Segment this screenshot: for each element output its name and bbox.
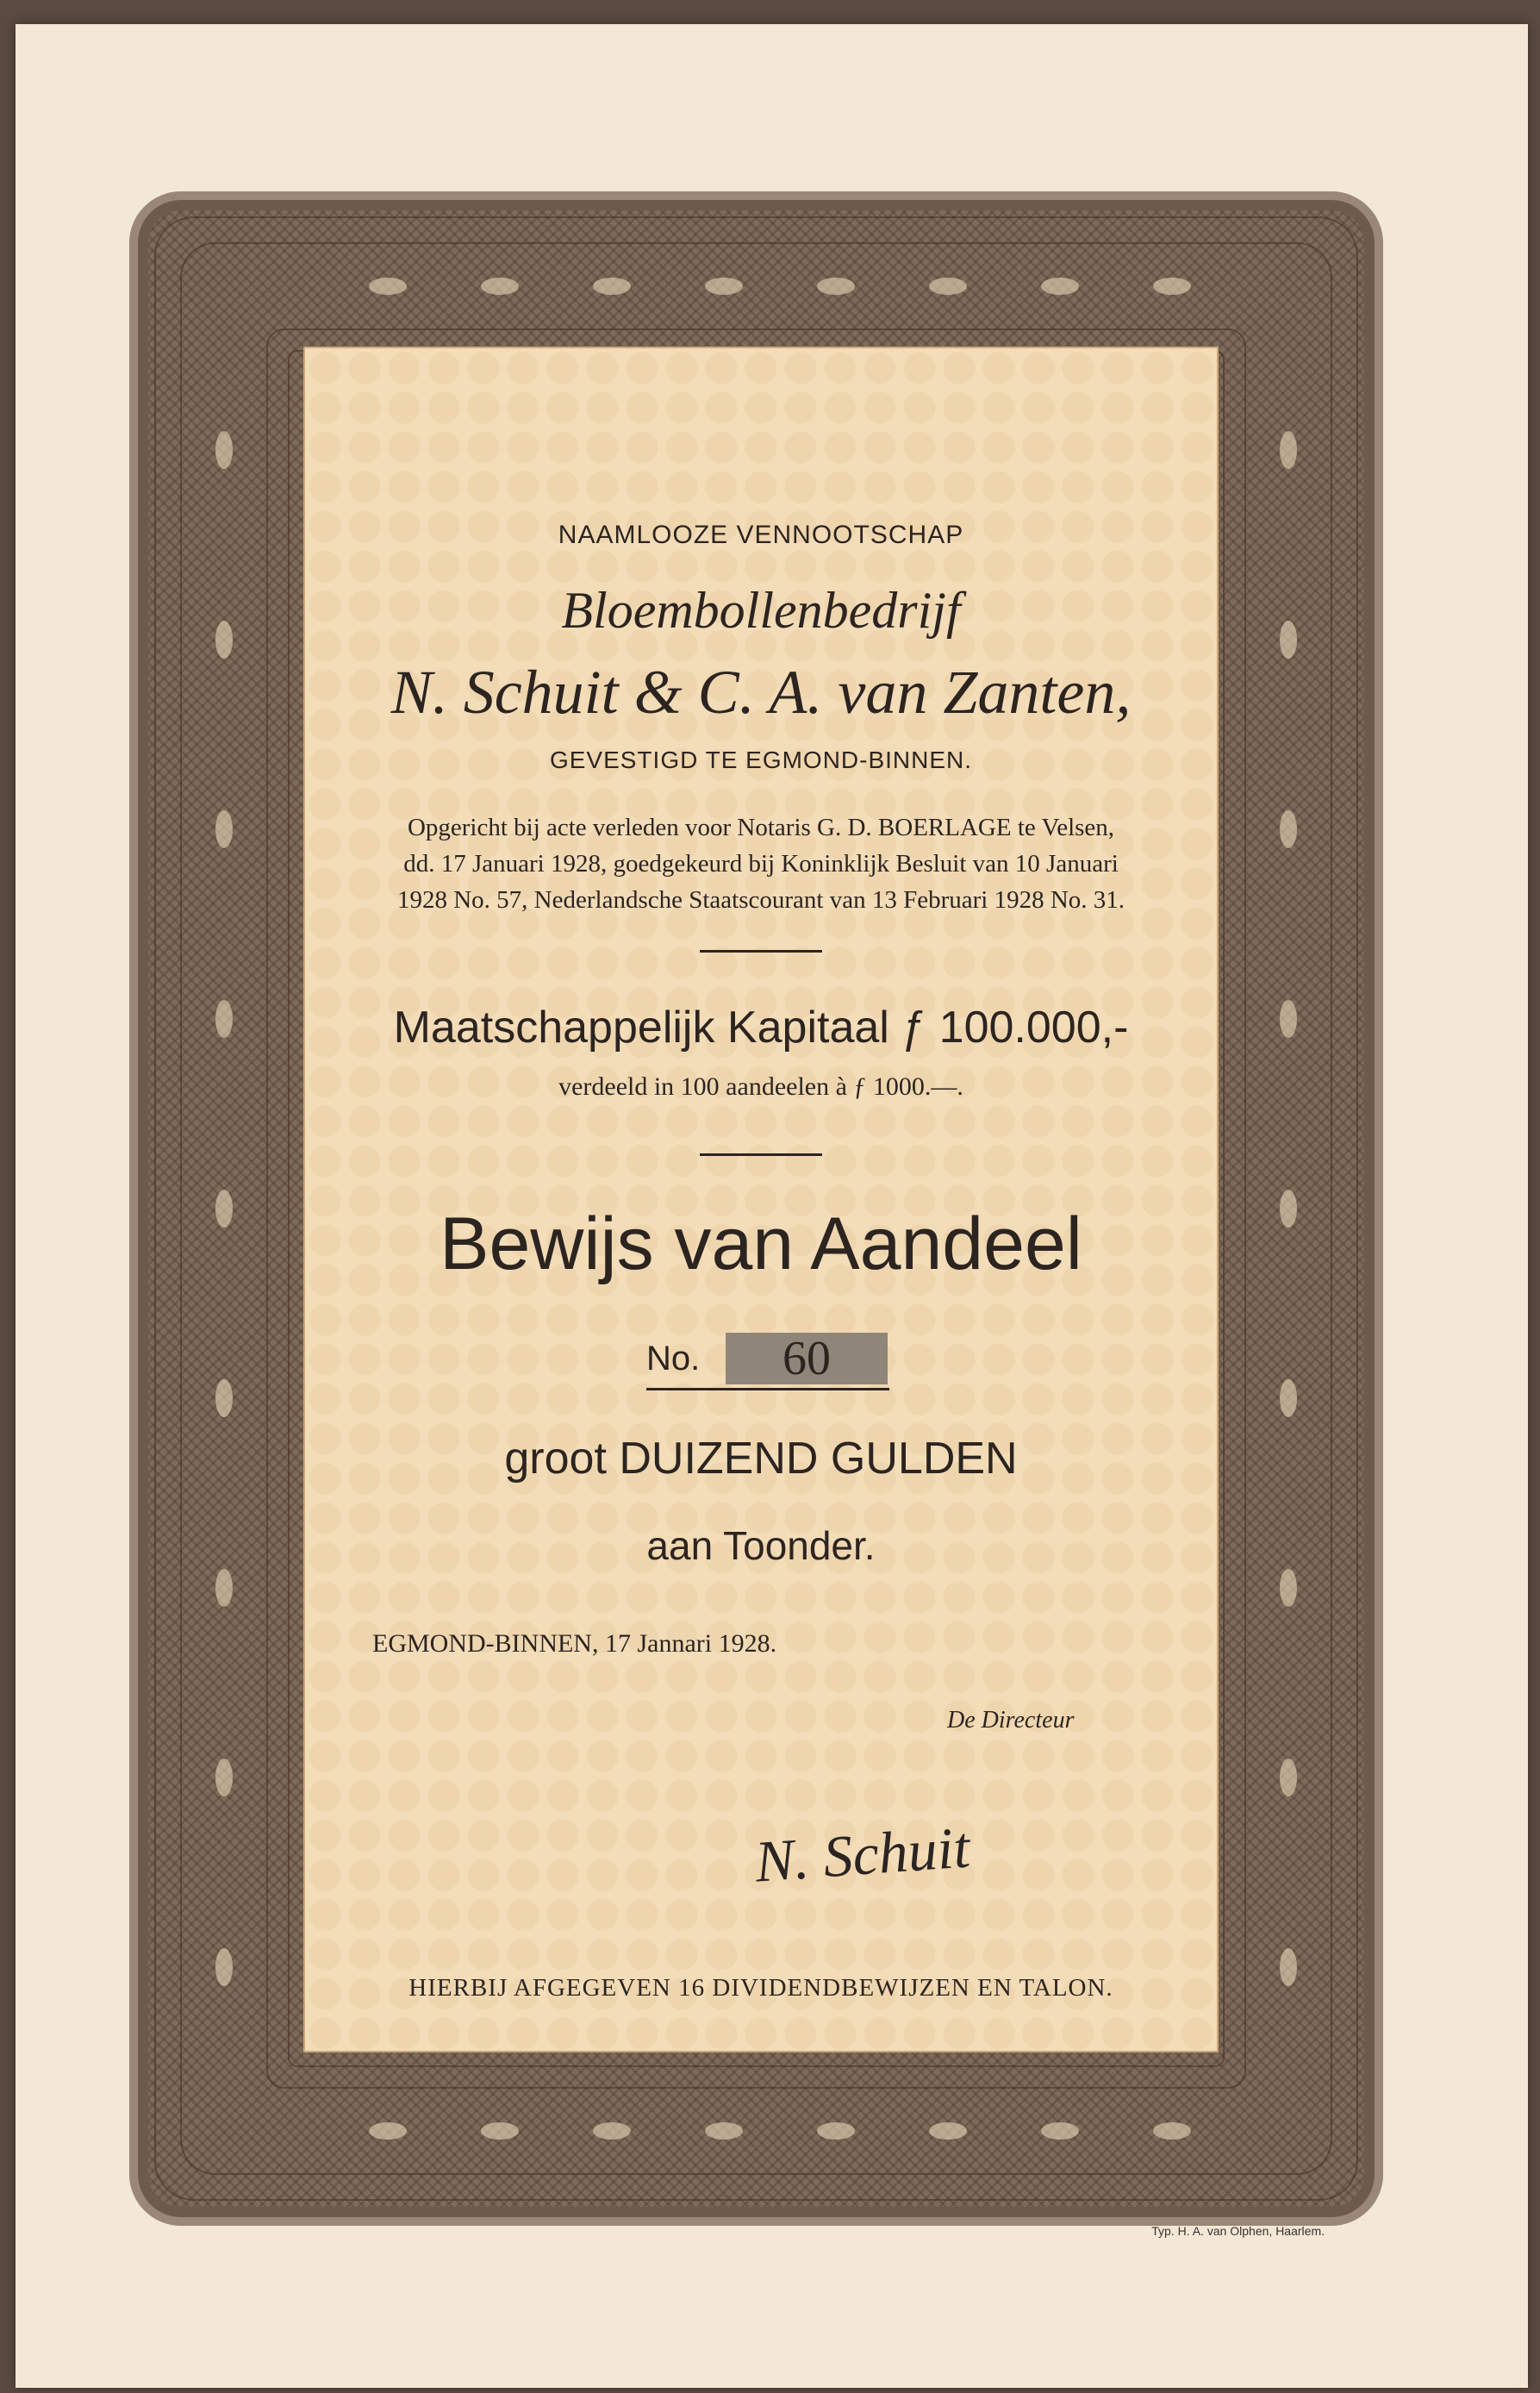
- bearer-text: aan Toonder.: [646, 1523, 876, 1568]
- certificate-text-panel: [303, 347, 1219, 2052]
- company-name-line2: N. Schuit & C. A. van Zanten,: [390, 658, 1132, 727]
- place-date: EGMOND-BINNEN, 17 Jannari 1928.: [372, 1629, 777, 1658]
- company-name-line1: Bloembollenbedrijf: [561, 582, 961, 639]
- share-amount: groot DUIZEND GULDEN: [504, 1434, 1018, 1484]
- number-underline: [646, 1388, 889, 1390]
- founding-line1: Opgericht bij acte verleden voor Notaris G. D. BOERLAGE te Velsen,: [407, 814, 1115, 841]
- capital-line2: verdeeld in 100 aandeelen à ƒ 1000.—.: [558, 1072, 963, 1101]
- divider-top: [700, 950, 822, 953]
- company-seat: GEVESTIGD TE EGMOND-BINNEN.: [549, 747, 973, 773]
- company-form: NAAMLOOZE VENNOOTSCHAP: [558, 521, 964, 549]
- footer-note: HIERBIJ AFGEGEVEN 16 DIVIDENDBEWIJZEN EN TALON.: [408, 1974, 1113, 2002]
- founding-line2: dd. 17 Januari 1928, goedgekeurd bij Koninklijk Besluit van 10 Januari: [403, 850, 1119, 878]
- capital-line1: Maatschappelijk Kapitaal ƒ 100.000,-: [393, 1003, 1129, 1053]
- certificate-title: Bewijs van Aandeel: [440, 1203, 1082, 1285]
- divider-middle: [700, 1153, 822, 1156]
- director-signature: N. Schuit: [752, 1814, 972, 1895]
- number-label: No.: [646, 1340, 701, 1378]
- signatory-title: De Directeur: [947, 1707, 1075, 1734]
- printer-credit: Typ. H. A. van Olphen, Haarlem.: [1151, 2224, 1325, 2238]
- founding-line3: 1928 No. 57, Nederlandsche Staatscourant van 13 Februari 1928 No. 31.: [396, 886, 1125, 914]
- share-number: 60: [782, 1332, 831, 1385]
